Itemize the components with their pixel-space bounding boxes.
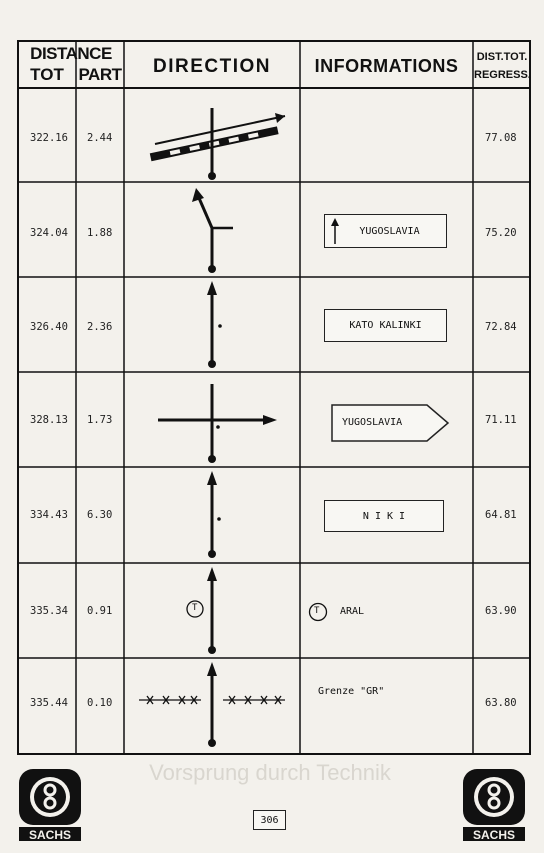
row1-part: 2.44: [87, 132, 113, 144]
sachs-brand-right: SACHS: [472, 828, 515, 842]
row7-tot: 335.44: [30, 697, 68, 709]
row4-part: 1.73: [87, 414, 113, 426]
row2-tot: 324.04: [30, 227, 68, 239]
row6-part: 0.91: [87, 605, 113, 617]
header-part: PART: [78, 65, 122, 84]
row6-tot: 335.34: [30, 605, 68, 617]
row1-tot: 322.16: [30, 132, 68, 144]
row3-part: 2.36: [87, 321, 113, 333]
sachs-brand-left: SACHS: [28, 828, 71, 842]
page-number: 306: [253, 810, 286, 830]
row5-sign-niki: N I K I: [324, 500, 444, 532]
row4-sign-label: YUGOSLAVIA: [342, 417, 403, 428]
background-watermark: Vorsprung durch Technik: [149, 760, 391, 785]
row6-direction-diagram: [125, 563, 300, 658]
header-distance: DISTANCE: [30, 44, 112, 63]
row2-sign-label: YUGOSLAVIA: [359, 225, 420, 237]
row5-tot: 334.43: [30, 509, 68, 521]
row4-regress: 71.11: [485, 414, 517, 426]
row6-info-t-letter: T: [314, 606, 320, 616]
row2-part: 1.88: [87, 227, 113, 239]
header-dist-tot: DIST.TOT.: [476, 51, 528, 63]
row3-regress: 72.84: [485, 321, 517, 333]
row1-regress: 77.08: [485, 132, 517, 144]
arrow-up-icon: [330, 218, 340, 244]
row5-direction-diagram: [125, 467, 300, 563]
row3-sign-kato-kalinki: KATO KALINKI: [324, 309, 447, 342]
row4-direction-diagram: [125, 372, 300, 467]
row3-direction-diagram: [125, 277, 300, 372]
row2-regress: 75.20: [485, 227, 517, 239]
row3-tot: 326.40: [30, 321, 68, 333]
row6-info-label: ARAL: [340, 606, 365, 617]
row6-t-marker: T: [192, 603, 198, 613]
row4-tot: 328.13: [30, 414, 68, 426]
row2-sign-yugoslavia: [324, 214, 447, 248]
row7-info-border-label: Grenze "GR": [318, 686, 385, 697]
row7-part: 0.10: [87, 697, 113, 709]
row7-direction-diagram: [125, 658, 300, 755]
row1-direction-diagram: [125, 88, 300, 182]
row5-part: 6.30: [87, 509, 113, 521]
roadbook-table: [17, 40, 531, 755]
header-tot: TOT: [30, 65, 64, 84]
row2-direction-diagram: [125, 182, 300, 277]
header-informations: INFORMATIONS: [314, 56, 459, 76]
header-direction: DIRECTION: [153, 56, 271, 77]
row5-regress: 64.81: [485, 509, 517, 521]
row7-regress: 63.80: [485, 697, 517, 709]
header-regress: REGRESS.: [474, 69, 531, 81]
row6-regress: 63.90: [485, 605, 517, 617]
